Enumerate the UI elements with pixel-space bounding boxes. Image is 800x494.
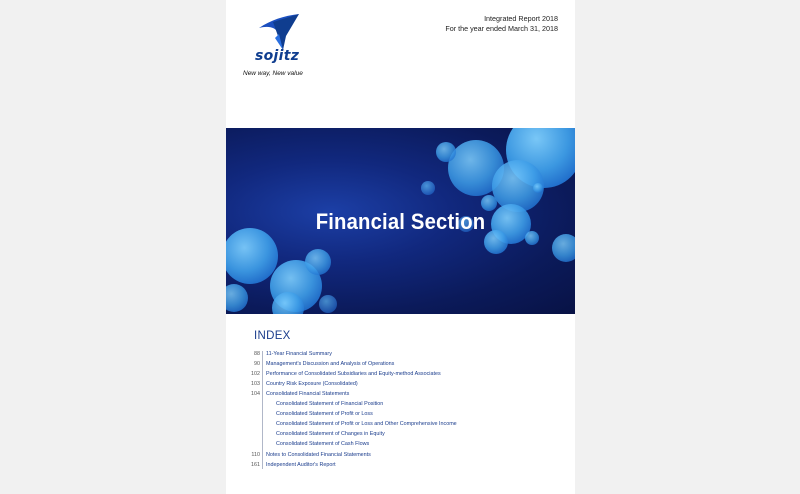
- sojitz-logo: [243, 14, 343, 84]
- index-item-label: Performance of Consolidated Subsidiaries and Equity-method Associates: [266, 371, 441, 378]
- index-item[interactable]: [226, 391, 575, 400]
- index-item-label: Notes to Consolidated Financial Statements: [266, 451, 371, 458]
- index-item-label: Country Risk Exposure (Consolidated): [266, 381, 358, 388]
- index-item-label: Management's Discussion and Analysis of Operations: [266, 361, 395, 368]
- brand-name: sojitz: [255, 48, 300, 64]
- index-item-label: Consolidated Statement of Financial Position: [276, 401, 384, 408]
- index-item-label: Consolidated Statement of Changes in Equity: [276, 431, 385, 438]
- index-item[interactable]: [226, 371, 575, 380]
- index-item-page: 102: [251, 371, 260, 378]
- index-item[interactable]: [226, 431, 575, 440]
- index-item[interactable]: [226, 381, 575, 390]
- section-title: Financial Section: [315, 209, 486, 234]
- index-item-label: Independent Auditor's Report: [266, 461, 336, 468]
- index-item[interactable]: [226, 411, 575, 420]
- index-item-page: 90: [254, 361, 260, 368]
- index-item-label: Consolidated Statement of Profit or Loss and Other Comprehensive Income: [276, 421, 457, 428]
- index-item-page: 110: [251, 451, 260, 458]
- index-heading: INDEX: [254, 330, 291, 342]
- index-item[interactable]: [226, 462, 575, 471]
- index-item-page: 88: [254, 351, 260, 357]
- index-item-page: 161: [251, 461, 260, 468]
- report-title: Integrated Report 2018: [484, 14, 558, 23]
- index-item[interactable]: [226, 452, 575, 461]
- document-page: [226, 0, 575, 494]
- section-banner: [226, 128, 575, 314]
- report-info: [445, 14, 558, 33]
- index-item[interactable]: [226, 351, 575, 360]
- index-item-label: Consolidated Financial Statements: [266, 391, 350, 398]
- index-item[interactable]: [226, 401, 575, 410]
- index-item-label: Consolidated Statement of Cash Flows: [276, 441, 370, 448]
- index-item[interactable]: [226, 441, 575, 450]
- index-item[interactable]: [226, 361, 575, 370]
- index-item[interactable]: [226, 421, 575, 430]
- index-item-page: 104: [251, 391, 260, 398]
- brand-tagline: New way, New value: [243, 70, 303, 77]
- index-item-label: 11-Year Financial Summary: [266, 351, 332, 357]
- index-item-label: Consolidated Statement of Profit or Loss: [276, 411, 373, 418]
- report-period: For the year ended March 31, 2018: [445, 23, 558, 33]
- index-item-page: 103: [251, 381, 260, 388]
